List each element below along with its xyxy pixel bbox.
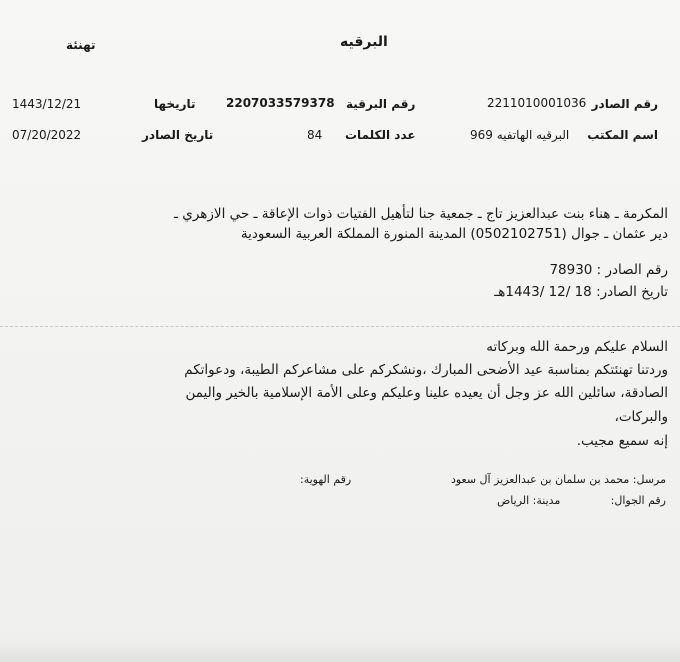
sender-name: مرسل: محمد بن سلمان بن عبدالعزيز آل سعود [450, 473, 666, 486]
words-label: عدد الكلمات [345, 128, 416, 142]
id-label: رقم الهوية: [300, 473, 352, 486]
message-line-1: وردتنا تهنئتكم بمناسبة عيد الأضحى المبارك ،ونشكركم على مشاعركم الطيبة، ودعواتكم [184, 362, 668, 378]
message-line-4: إنه سميع مجيب. [576, 433, 668, 449]
paper-fold [0, 326, 680, 327]
page-title: البرقيه [340, 34, 388, 50]
message-line-3: والبركات، [614, 409, 668, 425]
recipient-line-1: المكرمة ـ هناء بنت عبدالعزيز تاج ـ جمعية جنا لتأهيل الفتيات ذوات الإعاقة ـ حي الازهري ـ [174, 206, 668, 222]
city: مدينة: الرياض [497, 494, 561, 507]
date-value: 1443/12/21 [12, 97, 82, 111]
office-label: اسم المكتب [587, 128, 658, 142]
message-line-2: الصادقة، سائلين الله عز وجل أن يعيده علينا وعليكم وعلى الأمة الإسلامية بالخير واليمن [185, 385, 668, 401]
mobile-label: رقم الجوال: [610, 494, 666, 507]
issued-date-label: تاريخ الصادر [142, 128, 214, 142]
office-value: البرقيه الهاتفيه 969 [470, 128, 570, 142]
ref-issued-date: تاريخ الصادر: 18 /12 /1443هـ [494, 284, 668, 300]
recipient-line-2: دير عثمان ـ جوال (0502102751) المدينة المنورة المملكة العربية السعودية [240, 226, 668, 242]
words-value: 84 [307, 128, 323, 142]
ref-issued-no: رقم الصادر : 78930 [549, 262, 668, 278]
issued-no-value: 2211010001036 [487, 96, 587, 110]
issued-date-value: 07/20/2022 [12, 128, 82, 142]
greeting: السلام عليكم ورحمة الله وبركاته [486, 339, 668, 355]
date-label: تاريخها [154, 97, 196, 111]
paper-shadow [0, 640, 680, 662]
congrats-label: تهنئة [66, 38, 96, 52]
telegram-no-label: رقم البرقية [346, 97, 416, 111]
issued-no-label: رقم الصادر [591, 97, 658, 111]
telegram-no-value: 2207033579378 [226, 96, 335, 110]
